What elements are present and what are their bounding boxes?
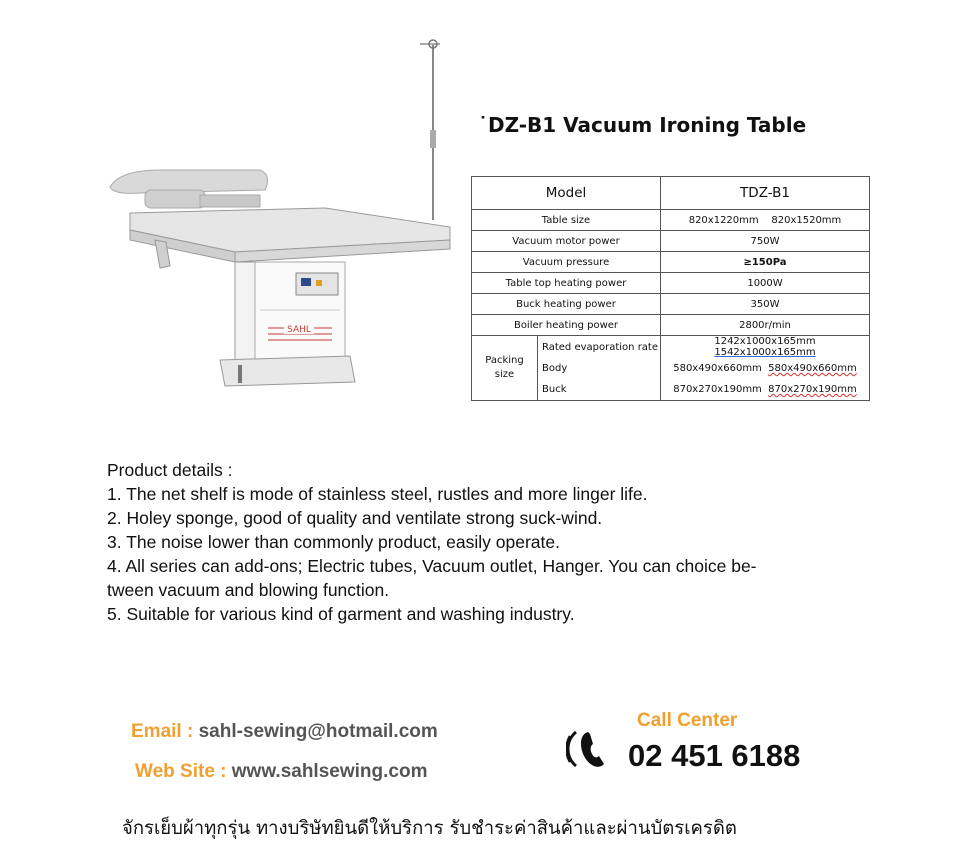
details-item: tween vacuum and blowing function. [107,580,390,600]
spec-value: 1000W [661,273,870,294]
packing-item-label: Rated evaporation rate [538,336,661,359]
packing-label-line2: size [494,368,515,380]
spec-value: 750W [661,231,870,252]
packing-label-line1: Packing [485,354,524,366]
packing-value-b: 870x270x190mm [768,383,857,395]
table-row [472,336,870,359]
phone-icon [566,726,618,772]
table-row [472,315,870,336]
email-link[interactable]: sahl-sewing@hotmail.com [198,721,438,742]
spec-label: Table size [472,210,661,231]
product-title: ˙DZ-B1 Vacuum Ironing Table [478,113,807,137]
spec-label: Buck heating power [472,294,661,315]
spec-value: 820x1220mm 820x1520mm [661,210,870,231]
details-heading: Product details : [107,460,233,480]
product-details [107,458,867,626]
packing-value-b: 580x490x660mm [768,363,857,374]
spec-label: Vacuum pressure [472,252,661,273]
spec-value: 2800r/min [661,315,870,336]
table-row [472,210,870,231]
table-row [472,294,870,315]
footer-thai-text: จักรเย็บผ้าทุกรุ่น ทางบริษัทยินดีให้บริการ รับชำระค่าสินค้าและผ่านบัตรเครดิต [122,818,737,839]
packing-item-label: Body [542,363,568,374]
details-item: 5. Suitable for various kind of garment and washing industry. [107,604,575,624]
ironing-table-image [100,30,465,400]
details-item: 2. Holey sponge, good of quality and ventilate strong suck-wind. [107,508,603,528]
spec-label: Vacuum motor power [472,231,661,252]
spec-value: 350W [661,294,870,315]
packing-value-a: 1242x1000x165mm [714,336,816,347]
packing-value-a: 870x270x190mm [673,383,762,395]
packing-item-label: Buck [538,379,661,400]
details-item: 1. The net shelf is mode of stainless steel, rustles and more linger life. [107,484,648,504]
website-link[interactable]: www.sahlsewing.com [231,761,428,782]
website-label: Web Site : [135,761,227,782]
call-center-label: Call Center [637,710,738,731]
spec-table [471,176,870,401]
packing-value-b: 1542x1000x165mm [714,347,816,358]
packing-item-value [661,358,870,379]
model-label: Model [472,177,661,210]
model-value: TDZ-B1 [661,177,870,210]
email-line [131,721,438,743]
phone-number[interactable]: 02 451 6188 [628,738,801,773]
spec-value: ≥150Pa [661,252,870,273]
packing-item-value [661,379,870,400]
table-row [472,273,870,294]
website-line [135,761,427,783]
packing-value-a: 580x490x660mm [673,363,762,374]
details-item: 3. The noise lower than commonly product, easily operate. [107,532,560,552]
email-label: Email : [131,721,194,742]
details-item: 4. All series can add-ons; Electric tubes, Vacuum outlet, Hanger. You can choice be- [107,556,757,576]
spec-label: Table top heating power [472,273,661,294]
table-header-row [472,177,870,210]
brand-logo: SAHL [287,325,311,335]
spec-label: Boiler heating power [472,315,661,336]
table-row [472,231,870,252]
packing-size-label [472,336,538,401]
table-row [472,252,870,273]
packing-item-value [661,336,870,359]
